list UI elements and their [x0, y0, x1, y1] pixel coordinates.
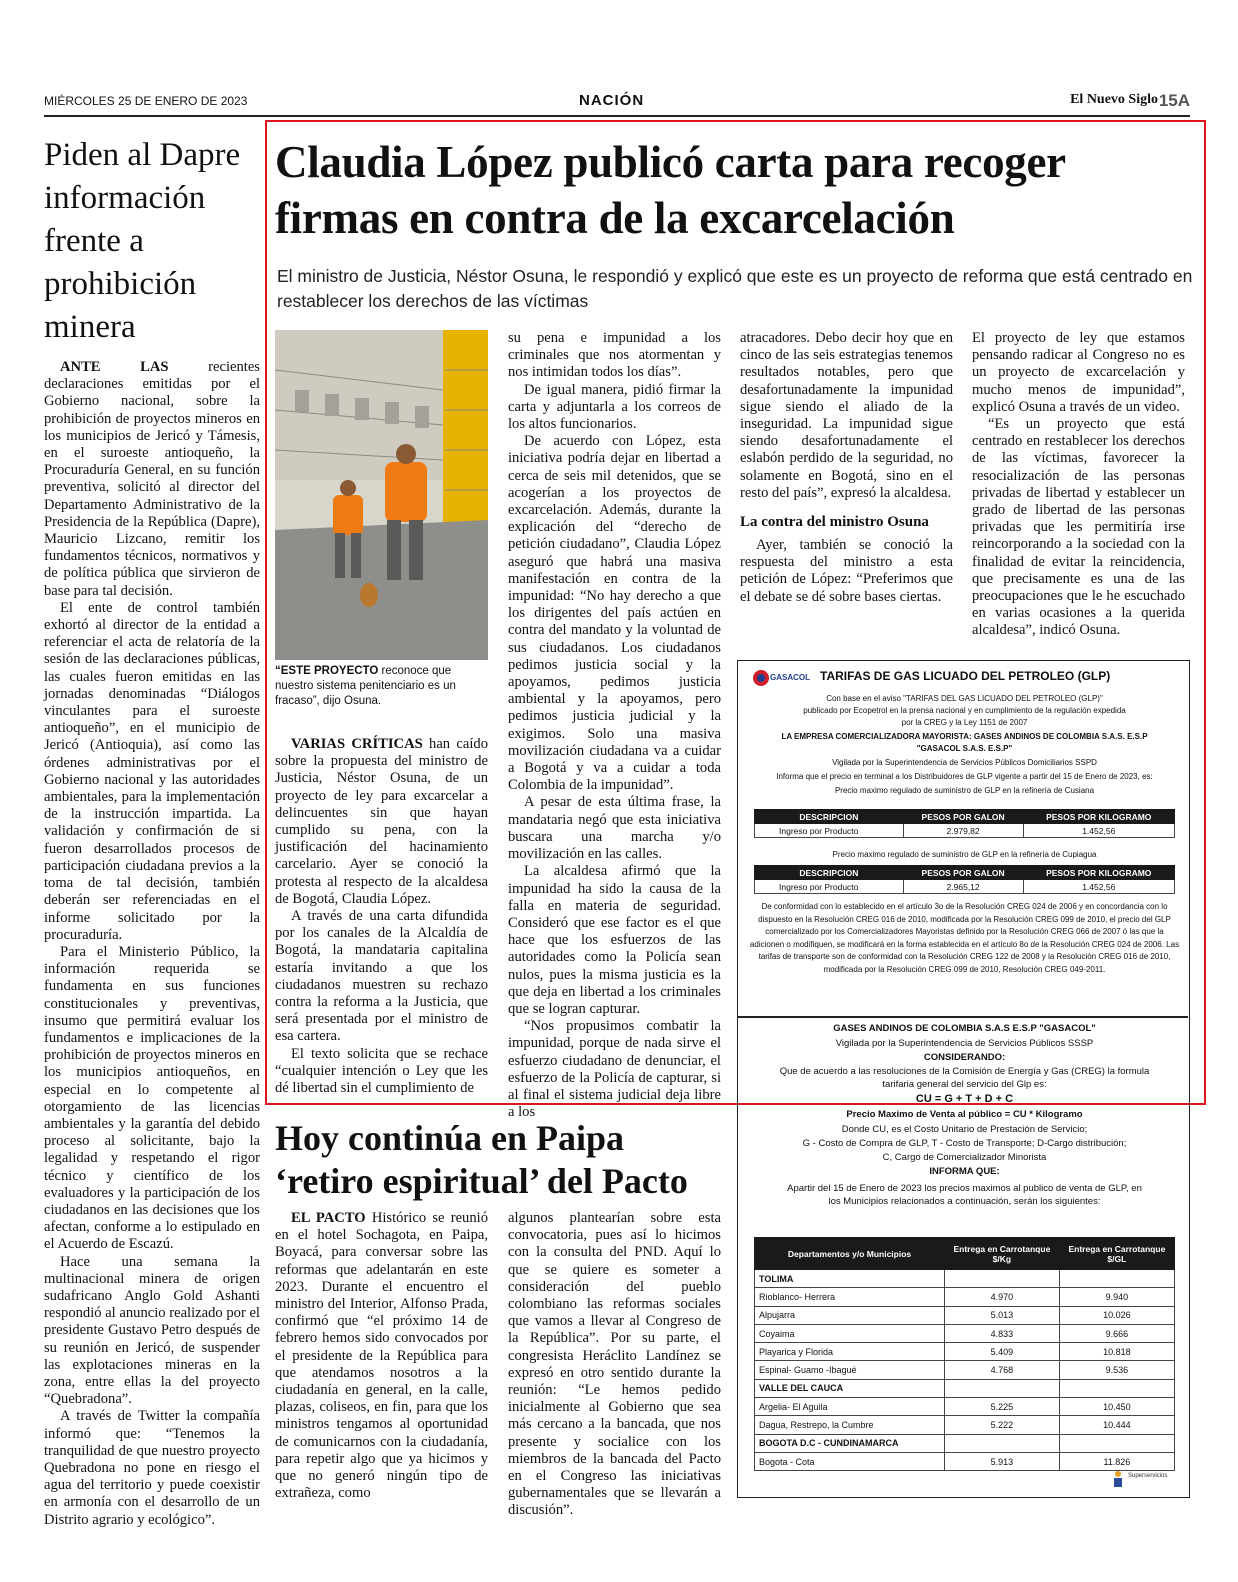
- main-article-title: Claudia López publicó carta para recoger firmas en contra de la excarcelación: [275, 137, 1066, 243]
- pacto-paragraph: algunos plantearían sobre esta convocatoria, pues así lo hicimos con la consulta del PND. Aquí lo que se quiere es someter a consideración del pueblo colombiano las reformas sociales que vamos a llevar al Congreso de la República”. Por su parte, el congresista Heráclito Landínez se expresó en otro sentido durante la reunión: “Le hemos pedido inicialmente al Gobierno que sea más cercano a la bancada, que nos presente y socialice con los miembros de la bancada del Pacto en el Congreso las iniciativas gubernamentales que se llevarán a discusión”.: [508, 1210, 721, 1519]
- table-cell: [945, 1434, 1060, 1452]
- table-cell: [945, 1379, 1060, 1397]
- table-cell: VALLE DEL CAUCA: [755, 1379, 945, 1397]
- main-paragraph: De igual manera, pidió firmar la carta y adjuntarla a los correos de los altos funcionarios.: [508, 381, 721, 433]
- main-paragraph: El texto solicita que se rechace “cualquier intención o Ley que les dé libertad sin el cumplimiento de: [275, 1045, 488, 1097]
- newspaper-name: El Nuevo Siglo: [1070, 92, 1158, 107]
- caption-text: reconoce que nuestro sistema penitenciario es un fracaso”, dijo Osuna.: [275, 665, 456, 707]
- table-cell: Coyaima: [755, 1324, 945, 1342]
- ad-line: Vigilada por la Superintendencia de Servicios Públicos Domiciliarios SSPD: [832, 758, 1097, 767]
- main-article-lead: VARIAS CRÍTICAS: [291, 736, 423, 752]
- left-paragraph: A través de Twitter la compañía informó que: “Tenemos la tranquilidad de que nuestro proyecto Quebradona no pone en riesgo el agua del territorio y puede coexistir en armonía con el desarrollo de un Distrito agrario y ecológico”.: [44, 1408, 260, 1528]
- main-paragraph: La alcaldesa afirmó que la impunidad ha sido la causa de la falla en materia de seguridad. Consideró que ese factor es el que hace que los esfuerzos de las autoridades como la Policía sean nulos, pues la misma justicia es la que deja en libertad a los criminales que se logran capturar.: [508, 863, 721, 1017]
- ad-line: tarifaria general del servicio del Glp es:: [882, 1079, 1047, 1090]
- page-number: 15A: [1158, 91, 1190, 110]
- table-cell: 1.452,56: [1023, 824, 1174, 838]
- table-cell: 9.536: [1059, 1361, 1174, 1379]
- table-cell: 10.444: [1059, 1416, 1174, 1434]
- table-cell: Espinal- Guamo -Ibagué: [755, 1361, 945, 1379]
- table-cell: Bogota - Cota: [755, 1452, 945, 1470]
- table-row: [755, 1361, 1175, 1379]
- main-paragraph: atracadores. Debo decir hoy que en cinco de las seis estrategias tenemos resultados notables, pero que desafortunadamente la impunidad sigue siendo el aliado de la inseguridad. La impunidad sigue siendo desafortunadamente el eslabón perdido de la seguridad, no solamente en Bogotá, sino en el resto del país”, expresó la alcaldesa.: [740, 330, 953, 501]
- ad-divider: [738, 1016, 1188, 1018]
- ad-line: publicado por Ecopetrol en la prensa nacional y en cumplimiento de la regulación expedida: [803, 706, 1126, 715]
- ad-line: C, Cargo de Comercializador Minorista: [882, 1152, 1047, 1163]
- table-header: PESOS POR GALON: [903, 810, 1023, 824]
- ad-line: Precio maximo regulado de suministro de GLP en la refinería de Cupiagua: [832, 850, 1097, 859]
- main-paragraph: El proyecto de ley que estamos pensando radicar al Congreso no es un proyecto de excarcelación y mucho menos de impunidad”, explicó Osuna a través de un video.: [972, 330, 1185, 415]
- price-table-cusiana: [754, 809, 1175, 838]
- municipality-rows: [755, 1270, 1175, 1471]
- table-cell: 5.913: [945, 1452, 1060, 1470]
- main-paragraph: A través de una carta difundida por los canales de la Alcaldía de Bogotá, la mandataria capitalina estaría invitando a que los ciudadanos muestren su rechazo contra la reforma a la Justicia, que será presentada por el ministro de esa cartera.: [275, 908, 488, 1045]
- table-cell: 4.768: [945, 1361, 1060, 1379]
- table-cell: 5.013: [945, 1306, 1060, 1324]
- superservicios-text: Superservicios: [1128, 1473, 1168, 1479]
- main-paragraph: “Nos propusimos combatir la impunidad, porque de nada sirve el esfuerzo ciudadano de denunciar, el esfuerzo de la Policía de capturar, si al final el sistema judicial deja libre a los: [508, 1018, 721, 1121]
- main-column-3: [740, 330, 953, 606]
- table-cell: 2.979,82: [903, 824, 1023, 838]
- ad-line: por la CREG y la Ley 1151 de 2007: [901, 718, 1028, 727]
- photo-caption: [275, 664, 488, 709]
- table-cell: 2.965,12: [903, 880, 1023, 894]
- table-cell: 4.970: [945, 1288, 1060, 1306]
- main-column-2: [508, 330, 721, 1121]
- table-cell: [1059, 1270, 1174, 1288]
- ad-line: Precio Maximo de Venta al público = CU * Kilogramo: [846, 1109, 1083, 1120]
- table-cell: Alpujarra: [755, 1306, 945, 1324]
- table-cell: 5.409: [945, 1343, 1060, 1361]
- ad-line: "GASACOL S.A.S. E.S.P": [916, 744, 1013, 753]
- table-cell: 11.826: [1059, 1452, 1174, 1470]
- table-cell: 10.818: [1059, 1343, 1174, 1361]
- table-header: PESOS POR KILOGRAMO: [1023, 866, 1174, 880]
- gasacol-advertisement: [737, 660, 1190, 1498]
- ad-line: Precio maximo regulado de suministro de GLP en la refinería de Cusiana: [834, 786, 1095, 795]
- table-row: [755, 1288, 1175, 1306]
- table-cell: Dagua, Restrepo, la Cumbre: [755, 1416, 945, 1434]
- main-subhead: La contra del ministro Osuna: [740, 514, 929, 531]
- table-row: [755, 1416, 1175, 1434]
- main-paragraph: A pesar de esta última frase, la mandataria negó que esta iniciativa buscara una marcha y/o movilización en las calles.: [508, 794, 721, 863]
- left-paragraph: Hace una semana la multinacional minera de origen sudafricano Anglo Gold Ashanti respondió al anuncio realizado por el presidente Gustavo Petro después de su reunión en Jericó, de suspender las explotaciones mineras en la zona, entre ellas la del proyecto “Quebradona”.: [44, 1253, 260, 1408]
- main-column-1: [275, 736, 488, 1097]
- table-cell: Argelia- El Aguila: [755, 1398, 945, 1416]
- pacto-column-1: [275, 1210, 488, 1502]
- header-rule: [44, 115, 1190, 117]
- left-article: [44, 134, 260, 1529]
- left-article-lead: ANTE LAS: [60, 359, 169, 375]
- table-cell: TOLIMA: [755, 1270, 945, 1288]
- table-cell: 9.940: [1059, 1288, 1174, 1306]
- table-cell: 10.450: [1059, 1398, 1174, 1416]
- table-cell: Ingreso por Producto: [755, 824, 904, 838]
- ad-line: Que de acuerdo a las resoluciones de la Comisión de Energía y Gas (CREG) la formula: [779, 1066, 1150, 1077]
- prison-photo-image: [275, 330, 488, 660]
- table-row: [755, 1324, 1175, 1342]
- table-cell: [945, 1270, 1060, 1288]
- left-paragraph: recientes declaraciones emitidas por el Gobierno nacional, sobre la prohibición de proyectos mineros en los municipios de Jericó y Támesis, en el suroeste antioqueño, la Procuraduría General, en su función preventiva, solicitó al director del Departamento Administrativo de la Presidencia de la República (Dapre), Mauricio Lizcano, remitir los fundamentos técnicos, normativos y de política pública que sirvieron de base para tal decisión.: [44, 359, 260, 599]
- ad-line: CONSIDERANDO:: [923, 1052, 1006, 1063]
- table-cell: 5.225: [945, 1398, 1060, 1416]
- left-paragraph: Para el Ministerio Público, la información requerida se fundamenta en sus funciones constitucionales y preventivas, insumo que permitirá evaluar los fundamentos e implicaciones de la prohibición de proyectos mineros en los municipios antioqueños, en especial en lo competente al otorgamiento de las licencias ambientales y la garantía del debido proceso al solicitante, bajo la legalidad y respetando el rigor técnico y científico de los evaluadores y la participación de los ciudadanos en las decisiones que los afectan, conforme a lo estipulado en el Acuerdo de Escazú.: [44, 943, 260, 1253]
- page-header: [44, 92, 1190, 114]
- pacto-paragraph: Histórico se reunió en el hotel Sochagota, en Paipa, Boyacá, para conversar sobre las reformas que adelantarán en este 2023. Durante el encuentro el ministro del Interior, Alfonso Prada, confirmó que “el próximo 14 de febrero hemos sido convocados por el presidente de la República para que atendamos nosotros a la ciudadanía en general, en la calle, plazas, coliseos, en fin, para que los ministros tengamos al oportunidad de comunicarnos con la ciudadanía, para repetir algo que ya hicimos y que no generó ningún tipo de extrañeza, como: [275, 1210, 488, 1502]
- ad-line: Informa que el precio en terminal a los Distribuidores de GLP vigente a partir del 15 de Enero de 2023, es:: [776, 772, 1153, 781]
- table-row: [755, 1343, 1175, 1361]
- table-cell: Ingreso por Producto: [755, 880, 904, 894]
- table-row: [755, 1434, 1175, 1452]
- table-header: Departamentos y/o Municipios: [755, 1238, 945, 1270]
- superservicios-logo: [1110, 1469, 1180, 1491]
- ad-line: los Municipios relacionados a continuación, serán los siguientes:: [828, 1196, 1101, 1207]
- prison-photo: [275, 330, 488, 660]
- gasacol-logo: [752, 667, 810, 689]
- table-cell: 9.666: [1059, 1324, 1174, 1342]
- table-cell: BOGOTA D.C - CUNDINAMARCA: [755, 1434, 945, 1452]
- table-header: DESCRIPCION: [755, 866, 904, 880]
- ad-line: INFORMA QUE:: [929, 1166, 1000, 1177]
- table-cell: 5.222: [945, 1416, 1060, 1434]
- ad-legal-note: De conformidad con lo establecido en el artículo 3o de la Resolución CREG 024 de 2006 y en concordancia con lo dispuesto en la Resolución CREG 016 de 2010, modificada por la Resolución CREG 099 de 2010, el precio del GLP comercializado por los Comercializadores Mayoristas definido por la Resolución CREG 066 de 2007 ó las que la adicionen o modifiquen, se modificará en la forma establecida en el artículo 8o de la Resolución CREG 024 de 2006. Las tarifas de transporte son de conformidad con la Resolución CREG 122 de 2008 y la Resolución CREG 016 de 2010, modificada por la Resolución CREG 099 de 2010, Resolución CREG 049-2011.: [749, 902, 1180, 974]
- table-cell: 10.026: [1059, 1306, 1174, 1324]
- main-article-subtitle: El ministro de Justicia, Néstor Osuna, le respondió y explicó que este es un proyecto de reforma que está centrado en restablecer los derechos de las víctimas: [277, 266, 1193, 311]
- table-cell: [1059, 1434, 1174, 1452]
- municipality-price-table: [754, 1237, 1175, 1471]
- table-cell: Rioblanco- Herrera: [755, 1288, 945, 1306]
- main-paragraph: han caído sobre la propuesta del ministro de Justicia, Néstor Osuna, de un proyecto de ley para excarcelar a delincuentes sin que hayan cumplido su pena, con la justificación del hacinamiento carcelario. Ayer se conoció la protesta al respecto de la alcaldesa de Bogotá, Claudia López.: [275, 736, 488, 907]
- main-paragraph: Ayer, también se conoció la respuesta del ministro a esta petición de López: “Preferimos que el debate se dé sobre bases ciertas.: [740, 537, 953, 605]
- main-paragraph: De acuerdo con López, esta iniciativa podría dejar en libertad a cerca de seis mil detenidos, que se acogerían a los proyectos de excarcelación. Además, durante la explicación del “derecho de petición ciudadano”, Claudia López aseguró que habrá una masiva manifestación en contra de la impunidad: “No hay derecho a que los dirigentes del país actúen en contra del mandato y la voluntad de sus ciudadanos. Los ciudadanos pedimos justicia social y la apoyamos, pedimos justicia ambiental y la apoyamos, pero pedimos justicia judicial y la exigimos. Solo una masiva movilización ciudadana va a cuidar a Bogotá y va a cuidar a toda Colombia de la impunidad”.: [508, 433, 721, 794]
- table-cell: 4.833: [945, 1324, 1060, 1342]
- table-row: [755, 1379, 1175, 1397]
- ad-title: TARIFAS DE GAS LICUADO DEL PETROLEO (GLP): [820, 669, 1111, 683]
- table-header: Entrega en Carrotanque $/GL: [1059, 1238, 1174, 1270]
- table-cell: 1.452,56: [1023, 880, 1174, 894]
- table-row: [755, 1306, 1175, 1324]
- ad-line: Apartir del 15 de Enero de 2023 los precios maximos al publico de venta de GLP, en: [787, 1183, 1142, 1194]
- table-cell: Playarica y Florida: [755, 1343, 945, 1361]
- price-table-cupiagua: [754, 865, 1175, 894]
- ad-section-title: GASES ANDINOS DE COLOMBIA S.A.S E.S.P "GASACOL": [833, 1023, 1096, 1034]
- table-header: DESCRIPCION: [755, 810, 904, 824]
- gasacol-logo-text: GASACOL: [770, 673, 810, 682]
- table-header: PESOS POR GALON: [903, 866, 1023, 880]
- pacto-article-title: Hoy continúa en Paipa ‘retiro espiritual’ del Pacto: [275, 1118, 688, 1201]
- main-column-4: [972, 330, 1185, 640]
- table-row: [755, 1270, 1175, 1288]
- ad-line: Vigilada por la Superintendencia de Servicios Públicos SSSP: [835, 1038, 1094, 1049]
- pacto-column-2: [508, 1210, 721, 1520]
- ad-line: Con base en el aviso "TARIFAS DEL GAS LICUADO DEL PETROLEO (GLP)": [826, 694, 1103, 703]
- left-article-body: [44, 359, 260, 1529]
- pacto-article-lead: EL PACTO: [291, 1210, 366, 1226]
- section-name: NACIÓN: [579, 92, 645, 109]
- left-article-title: Piden al Dapre información frente a prohibición minera: [44, 137, 241, 345]
- left-paragraph: El ente de control también exhortó al director de la entidad a referenciar el acta de relatoría de la sesión de las declaraciones públicas, las cuales fueron emitidas en las jornadas denominadas “Diálogos vinculantes para el suroeste antioqueño”, en el municipio de Jericó (Antioquia), así como las órdenes administrativas por el Gobierno nacional y las autoridades ambientales, para la implementación de la instrucción impartida. La validación y confirmación de si fueron desarrollados procesos de participación ciudadana previos a la toma de tal decisión, también deberán ser referenciadas en el informe solicitado por la procuraduría.: [44, 599, 260, 943]
- table-header: Entrega en Carrotanque $/Kg: [945, 1238, 1060, 1270]
- issue-date: MIÉRCOLES 25 DE ENERO DE 2023: [44, 94, 248, 108]
- ad-line: LA EMPRESA COMERCIALIZADORA MAYORISTA: GASES ANDINOS DE COLOMBIA S.A.S. E.S.P: [781, 732, 1148, 741]
- tariff-formula: CU = G + T + D + C: [915, 1093, 1014, 1105]
- main-paragraph: “Es un proyecto que está centrado en restablecer los derechos de las víctimas, favorecer la resocialización de las personas privadas de libertad y establecer un grado de libertad de las personas privadas que les permitiría irse reincorporando a la sociedad con la finalidad de evitar la reincidencia, que precisamente es una de las preocupaciones que le he escuchado en varias ocasiones a la querida alcaldesa”, indicó Osuna.: [972, 416, 1185, 639]
- ad-line: Donde CU, es el Costo Unitario de Prestación de Servicio;: [841, 1124, 1088, 1135]
- table-cell: [1059, 1379, 1174, 1397]
- table-row: [755, 1398, 1175, 1416]
- ad-line: G - Costo de Compra de GLP, T - Costo de Transporte; D-Cargo distribución;: [802, 1138, 1127, 1149]
- table-header: PESOS POR KILOGRAMO: [1023, 810, 1174, 824]
- main-paragraph: su pena e impunidad a los criminales que nos atormentan y nos intimidan todos los días”.: [508, 330, 721, 381]
- caption-lead: “ESTE PROYECTO: [275, 665, 379, 677]
